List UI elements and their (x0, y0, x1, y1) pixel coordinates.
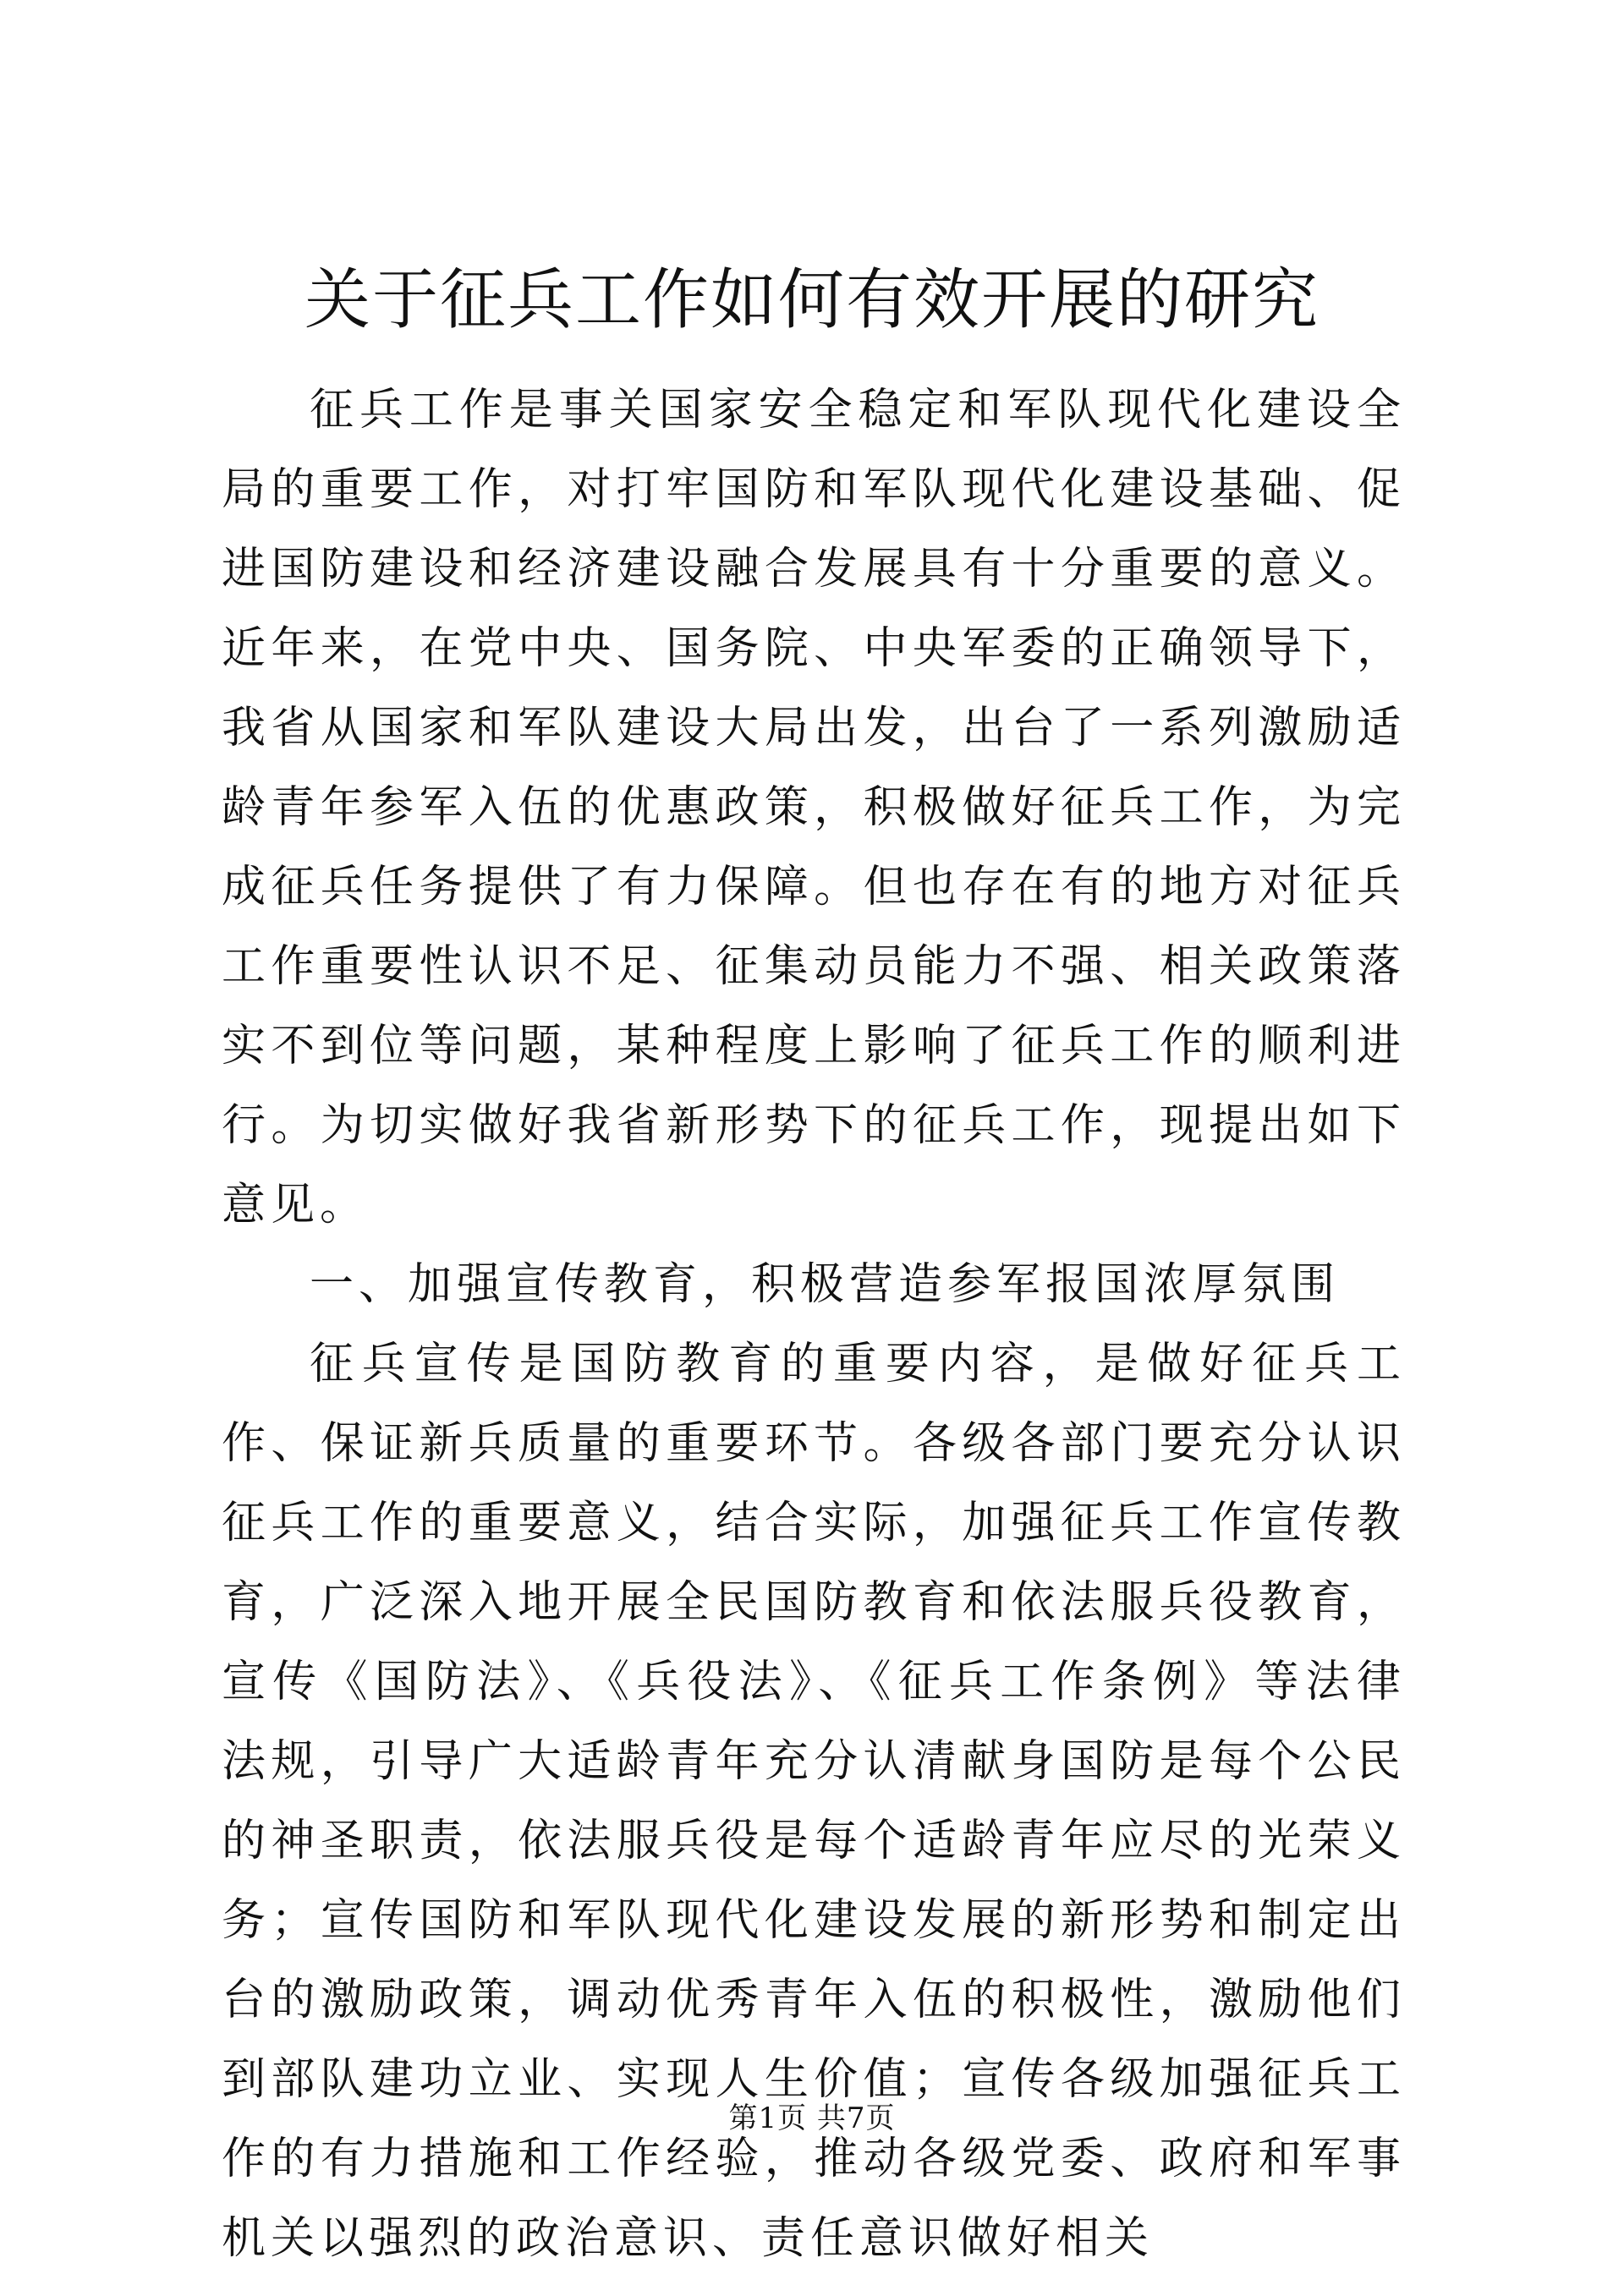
page-unit: 页 (777, 2101, 808, 2135)
paragraph-section-1: 征兵宣传是国防教育的重要内容，是做好征兵工作、保证新兵质量的重要环节。各级各部门要充分认识征兵工作的重要意义，结合实际，加强征兵工作宣传教育，广泛深入地开展全民国防教育和依法服兵役教育，宣传《国防法》、《兵役法》、《征兵工作条例》等法律法规，引导广大适龄青年充分认清献身国防是每个公民的神圣职责，依法服兵役是每个适龄青年应尽的光荣义务；宣传国防和军队现代化建设发展的新形势和制定出台的激励政策，调动优秀青年入伍的积极性，激励他们到部队建功立业、实现人生价值；宣传各级加强征兵工作的有力措施和工作经验，推动各级党委、政府和军事机关以强烈的政治意识、责任意识做好相关 (222, 1339, 1406, 2264)
page-footer (0, 2097, 1624, 2140)
section-heading-1: 一、加强宣传教育，积极营造参军报国浓厚氛围 (310, 1259, 1341, 1310)
total-unit: 页 (865, 2101, 896, 2135)
total-pages: 7 (846, 2101, 866, 2135)
page-prefix: 第 (728, 2101, 759, 2135)
total-prefix: 共 (816, 2101, 847, 2135)
document-title: 关于征兵工作如何有效开展的研究 (304, 262, 1320, 338)
page-number: 1 (758, 2101, 778, 2135)
document-body (222, 370, 1406, 2278)
paragraph-intro: 征兵工作是事关国家安全稳定和军队现代化建设全局的重要工作，对打牢国防和军队现代化建设基础、促进国防建设和经济建设融合发展具有十分重要的意义。近年来，在党中央、国务院、中央军委的正确领导下，我省从国家和军队建设大局出发，出台了一系列激励适龄青年参军入伍的优惠政策，积极做好征兵工作，为完成征兵任务提供了有力保障。但也存在有的地方对征兵工作重要性认识不足、征集动员能力不强、相关政策落实不到位等问题，某种程度上影响了征兵工作的顺利进行。为切实做好我省新形势下的征兵工作，现提出如下意见。 (222, 385, 1406, 1230)
